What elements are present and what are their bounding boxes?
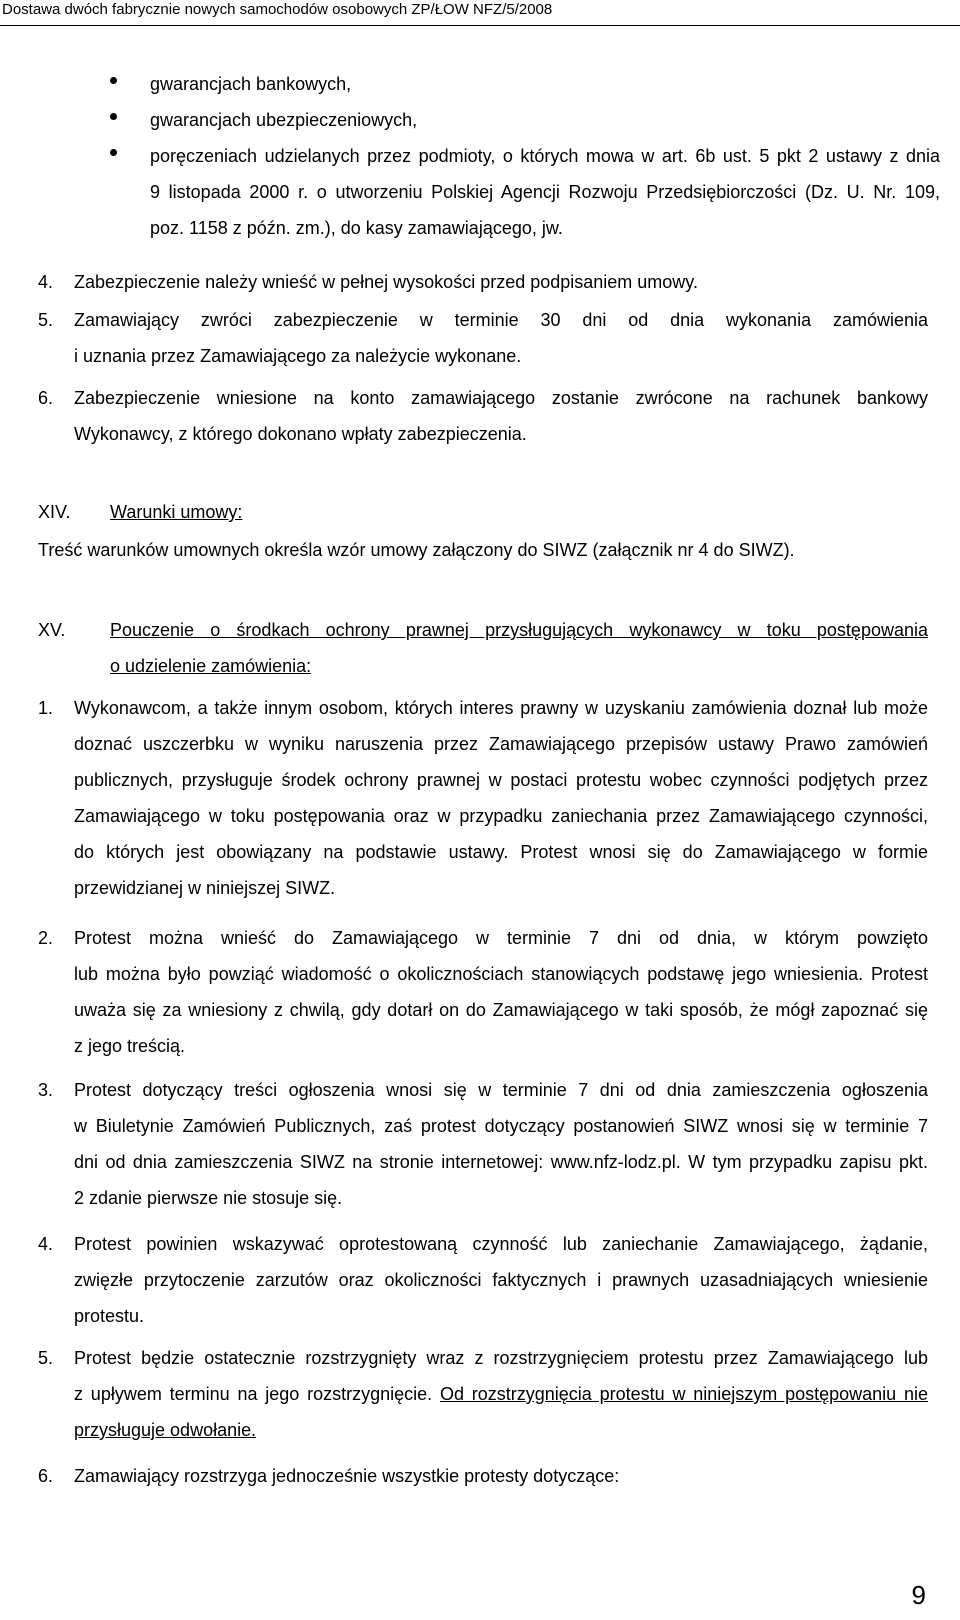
numbered-item (38, 264, 928, 300)
header-rule (0, 25, 960, 26)
section-xiv-heading (38, 494, 928, 530)
item-text: z upływem terminu na jego rozstrzygnięcie. (74, 1384, 440, 1404)
bullet-icon (110, 149, 117, 156)
bullet-icon (110, 113, 117, 120)
item-number: 6. (38, 1466, 54, 1486)
item-text-underlined: przysługuje odwołanie. (74, 1420, 257, 1440)
item-text: 2 zdanie pierwsze nie stosuje się. (74, 1188, 343, 1208)
numbered-item (38, 1458, 928, 1494)
page-number: 9 (911, 1580, 926, 1610)
numbered-item (38, 302, 928, 374)
item-text-line (74, 1376, 928, 1412)
item-text: Protest dotyczący treści ogłoszenia wnosi się w terminie 7 dni od dnia zamieszczenia ogłoszenia (74, 1080, 928, 1100)
section-number: XV. (38, 620, 66, 640)
item-number: 5. (38, 310, 54, 330)
header-title: Dostawa dwóch fabrycznie nowych samochodów osobowych ZP/ŁOW NFZ/5/2008 (2, 1, 553, 18)
item-text-underlined: Od rozstrzygnięcia protestu w niniejszym postępowaniu nie (439, 1384, 928, 1404)
bullet-text: gwarancjach bankowych, (150, 74, 352, 94)
item-text: zwięzłe przytoczenie zarzutów oraz okoliczności faktycznych i prawnych uzasadniających wniesienie (74, 1270, 928, 1290)
item-text-line (74, 1412, 928, 1448)
item-number: 3. (38, 1080, 54, 1100)
list-item (110, 102, 940, 138)
bullet-text: 9 listopada 2000 r. o utworzeniu Polskiej Agencji Rozwoju Przedsiębiorczości (Dz. U. Nr. 109, (150, 182, 940, 202)
section-title: o udzielenie zamówienia: (110, 656, 312, 676)
item-text: publicznych, przysługuje środek ochrony prawnej w postaci protestu wobec czynności podjętych przez (74, 770, 928, 790)
item-text: dni od dnia zamieszczenia SIWZ na stronie internetowej: www.nfz-lodz.pl. W tym przypadku zapisu pkt. (74, 1152, 928, 1172)
bullet-list (110, 66, 940, 246)
item-text: przewidzianej w niniejszej SIWZ. (74, 878, 336, 898)
section-title: Pouczenie o środkach ochrony prawnej przysługujących wykonawcy w toku postępowania (110, 620, 928, 640)
numbered-item (38, 1226, 928, 1334)
item-number: 4. (38, 1234, 54, 1254)
item-number: 1. (38, 698, 54, 718)
item-text: Protest będzie ostatecznie rozstrzygnięty wraz z rozstrzygnięciem protestu przez Zamawiającego lub (74, 1348, 928, 1368)
item-number: 2. (38, 928, 54, 948)
item-text: Zamawiający rozstrzyga jednocześnie wszystkie protesty dotyczące: (74, 1466, 620, 1486)
item-number: 4. (38, 272, 54, 292)
item-text: z jego treścią. (74, 1036, 186, 1056)
page-header (0, 0, 960, 26)
item-text: do których jest obowiązany na podstawie ustawy. Protest wnosi się do Zamawiającego w formie (74, 842, 928, 862)
list-item (110, 66, 940, 102)
item-text: i uznania przez Zamawiającego za należycie wykonane. (74, 346, 522, 366)
item-text: Protest powinien wskazywać oprotestowaną czynność lub zaniechanie Zamawiającego, żądanie, (74, 1234, 928, 1254)
section-title: Warunki umowy: (110, 502, 243, 522)
section-number: XIV. (38, 502, 71, 522)
item-text: protestu. (74, 1306, 145, 1326)
bullet-text: gwarancjach ubezpieczeniowych, (150, 110, 418, 130)
item-text: Protest można wnieść do Zamawiającego w terminie 7 dni od dnia, w którym powzięto (74, 928, 928, 948)
item-text: uważa się za wniesiony z chwilą, gdy dotarł on do Zamawiającego w taki sposób, że mógł zapoznać się (74, 1000, 928, 1020)
item-text: w Biuletynie Zamówień Publicznych, zaś protest dotyczący postanowień SIWZ wnosi się w terminie 7 (74, 1116, 928, 1136)
numbered-item (38, 920, 928, 1064)
item-text: doznać uszczerbku w wyniku naruszenia przez Zamawiającego przepisów ustawy Prawo zamówień (74, 734, 928, 754)
item-text: Zamawiającego w toku postępowania oraz w przypadku zaniechania przez Zamawiającego czynności, (74, 806, 928, 826)
item-text: Wykonawcy, z którego dokonano wpłaty zabezpieczenia. (74, 424, 527, 444)
numbered-item (38, 690, 928, 906)
numbered-item (38, 1340, 928, 1448)
bullet-text: poz. 1158 z późn. zm.), do kasy zamawiającego, jw. (150, 218, 563, 238)
item-number: 6. (38, 388, 54, 408)
item-text: Zabezpieczenie należy wnieść w pełnej wysokości przed podpisaniem umowy. (74, 272, 698, 292)
list-item (110, 138, 940, 246)
item-number: 5. (38, 1348, 54, 1368)
section-xiv-text (38, 532, 928, 568)
item-text: Wykonawcom, a także innym osobom, których interes prawny w uzyskaniu zamówienia doznał lub może (74, 698, 928, 718)
item-text: Zabezpieczenie wniesione na konto zamawiającego zostanie zwrócone na rachunek bankowy (74, 388, 928, 408)
numbered-item (38, 1072, 928, 1216)
bullet-text: poręczeniach udzielanych przez podmioty, o których mowa w art. 6b ust. 5 pkt 2 ustawy z dnia (150, 146, 940, 166)
section-xv-heading (38, 612, 928, 684)
numbered-item (38, 380, 928, 452)
bullet-icon (110, 77, 117, 84)
item-text: Zamawiający zwróci zabezpieczenie w terminie 30 dni od dnia wykonania zamówienia (74, 310, 928, 330)
section-paragraph: Treść warunków umownych określa wzór umowy załączony do SIWZ (załącznik nr 4 do SIWZ). (38, 540, 795, 560)
item-text: lub można było powziąć wiadomość o okolicznościach stanowiących podstawę jego wniesienia. Protest (74, 964, 928, 984)
